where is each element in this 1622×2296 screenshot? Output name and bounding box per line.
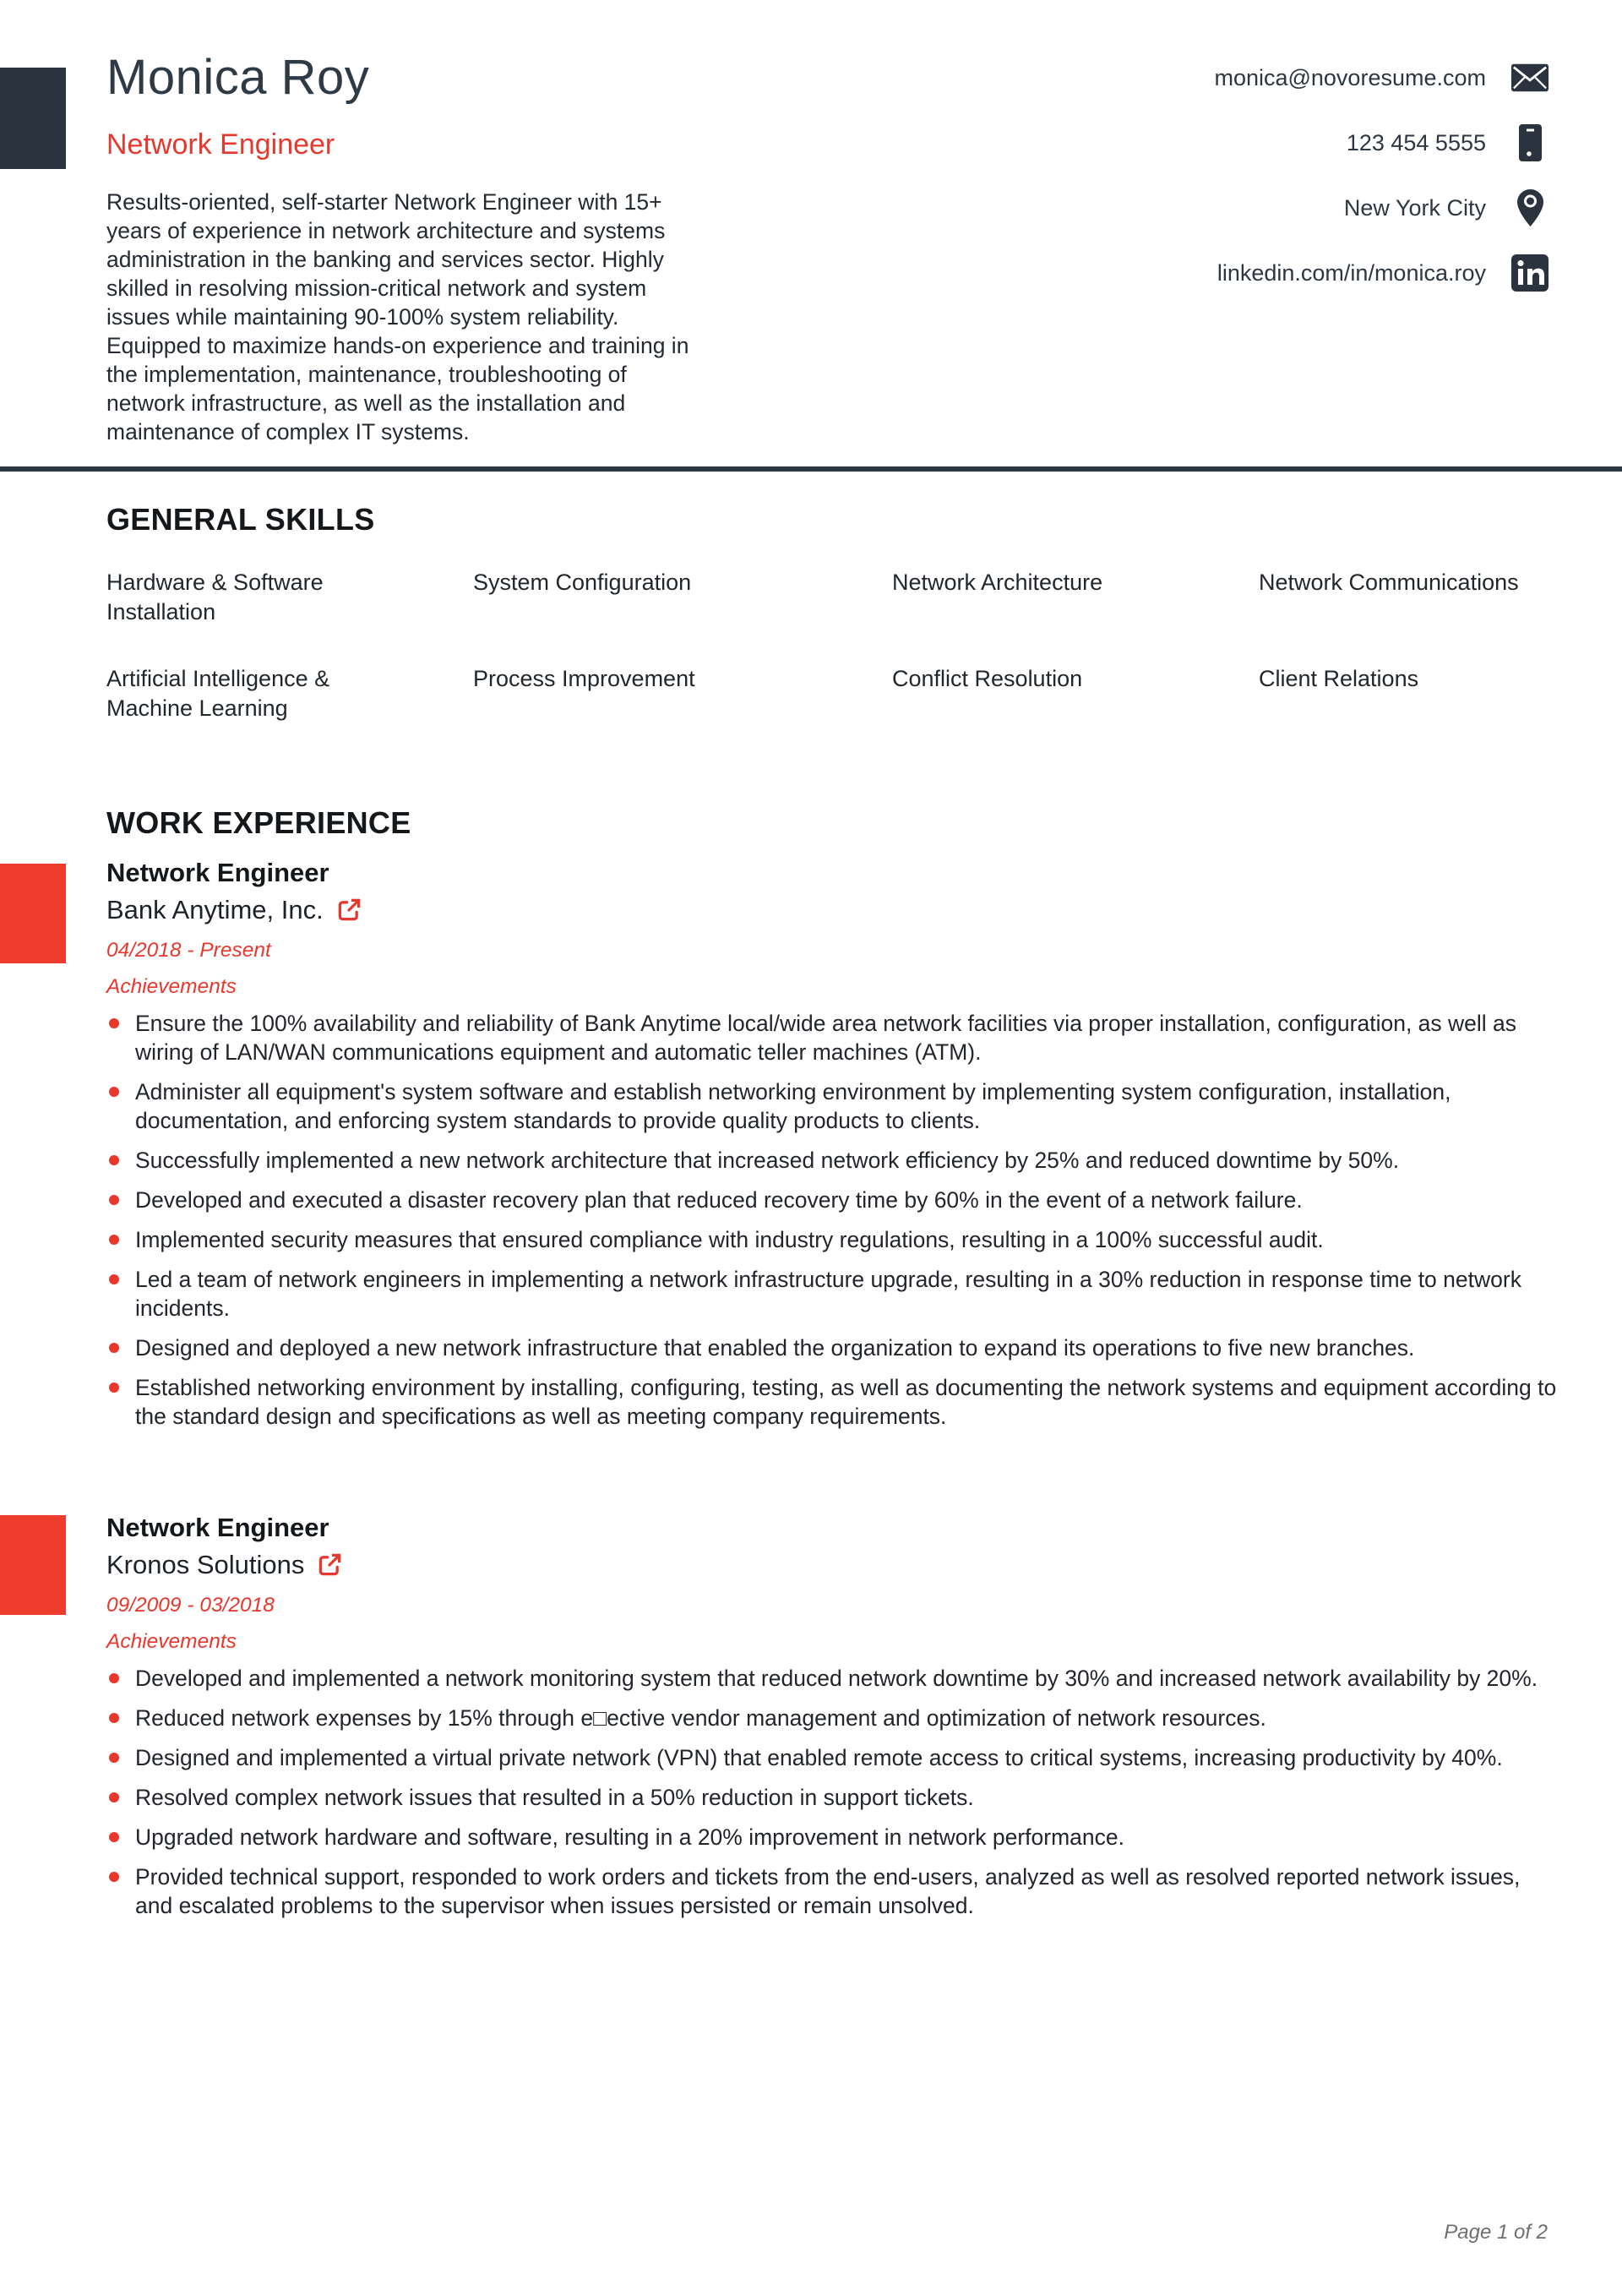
location-icon bbox=[1511, 189, 1549, 226]
achievement-list bbox=[106, 1009, 1563, 1431]
skills-heading: GENERAL SKILLS bbox=[106, 502, 375, 537]
bullet-dot-icon bbox=[109, 1832, 119, 1842]
bullet-dot-icon bbox=[109, 1195, 119, 1205]
skill-item: Artificial Intelligence & Machine Learning bbox=[106, 666, 330, 721]
header-divider bbox=[0, 466, 1622, 472]
bullet-dot-icon bbox=[109, 1343, 119, 1353]
skill-item: Hardware & Software Installation bbox=[106, 570, 324, 624]
achievement-list bbox=[106, 1664, 1563, 1920]
bullet-dot-icon bbox=[109, 1792, 119, 1802]
bullet-dot-icon bbox=[109, 1274, 119, 1284]
bullet-dot-icon bbox=[109, 1673, 119, 1683]
achievements-label: Achievements bbox=[106, 1630, 237, 1653]
achievement-item: Upgraded network hardware and software, resulting in a 20% improvement in network performance. bbox=[106, 1823, 1563, 1852]
job-title: Network Engineer bbox=[106, 858, 329, 887]
skill-item: System Configuration bbox=[473, 570, 692, 595]
achievement-item: Developed and executed a disaster recovery plan that reduced recovery time by 60% in the event of a network failure. bbox=[106, 1186, 1563, 1214]
person-name: Monica Roy bbox=[106, 50, 370, 105]
external-link-icon[interactable] bbox=[337, 897, 362, 922]
contact-linkedin-value: linkedin.com/in/monica.roy bbox=[1216, 259, 1486, 286]
bullet-dot-icon bbox=[109, 1713, 119, 1723]
skill-item: Process Improvement bbox=[473, 666, 695, 691]
contact-location-value: New York City bbox=[1343, 194, 1486, 221]
skills-grid bbox=[106, 568, 1549, 723]
email-icon bbox=[1511, 63, 1549, 92]
achievement-item: Ensure the 100% availability and reliability of Bank Anytime local/wide area network facilities via proper installation, configuration, as well as wiring of LAN/WAN communications equipment and automatic teller machines (ATM). bbox=[106, 1009, 1563, 1066]
achievement-item: Administer all equipment's system software and establish networking environment by implementing system configuration, installation, documentation, and enforcing system standards to provide quality products to clients. bbox=[106, 1077, 1563, 1135]
achievements-label: Achievements bbox=[106, 975, 237, 998]
bullet-dot-icon bbox=[109, 1753, 119, 1763]
bullet-dot-icon bbox=[109, 1018, 119, 1028]
skill-item: Conflict Resolution bbox=[892, 666, 1083, 691]
job-company-name: Bank Anytime, Inc. bbox=[106, 895, 324, 924]
page-number: Page 1 of 2 bbox=[1444, 2221, 1548, 2244]
bullet-dot-icon bbox=[109, 1235, 119, 1245]
bullet-dot-icon bbox=[109, 1155, 119, 1165]
achievement-item: Successfully implemented a new network architecture that increased network efficiency by 25% and reduced downtime by 50%. bbox=[106, 1146, 1563, 1175]
skill-item: Network Architecture bbox=[892, 570, 1103, 595]
person-job-title: Network Engineer bbox=[106, 128, 335, 161]
job-entry-bank-anytime bbox=[106, 857, 1563, 1442]
header-accent-block bbox=[0, 68, 66, 169]
achievement-item: Implemented security measures that ensured compliance with industry regulations, resulting in a 100% successful audit. bbox=[106, 1225, 1563, 1254]
summary-text: Results-oriented, self-starter Network Engineer with 15+ years of experience in network architecture and systems administration in the banking and services sector. Highly skilled in resolving mission-critical network and system issues while maintaining 90-100% system reliability. Equipped to maximize hands-on experience and training in the implementation, maintenance, troubleshooting of network infrastructure, as well as the installation and maintenance of complex IT systems. bbox=[106, 189, 689, 444]
bullet-dot-icon bbox=[109, 1383, 119, 1393]
achievement-item: Designed and implemented a virtual private network (VPN) that enabled remote access to critical systems, increasing productivity by 40%. bbox=[106, 1743, 1563, 1772]
job-company-name: Kronos Solutions bbox=[106, 1550, 305, 1579]
job2-accent-block bbox=[0, 1515, 66, 1615]
achievement-item: Developed and implemented a network monitoring system that reduced network downtime by 30% and increased network availability by 20%. bbox=[106, 1664, 1563, 1693]
achievement-item: Designed and deployed a new network infrastructure that enabled the organization to expand its operations to five new branches. bbox=[106, 1333, 1563, 1362]
contact-linkedin[interactable] bbox=[1217, 254, 1549, 292]
achievement-item: Resolved complex network issues that resulted in a 50% reduction in support tickets. bbox=[106, 1783, 1563, 1812]
external-link-icon[interactable] bbox=[318, 1552, 342, 1577]
job1-accent-block bbox=[0, 864, 66, 963]
achievement-item: Reduced network expenses by 15% through e□ective vendor management and optimization of network resources. bbox=[106, 1704, 1563, 1732]
achievement-item: Led a team of network engineers in implementing a network infrastructure upgrade, resulting in a 30% reduction in response time to network incidents. bbox=[106, 1265, 1563, 1323]
job-entry-kronos-solutions bbox=[106, 1512, 1563, 1931]
bullet-dot-icon bbox=[109, 1087, 119, 1097]
job-dates: 09/2009 - 03/2018 bbox=[106, 1594, 275, 1617]
linkedin-icon bbox=[1511, 254, 1549, 292]
contact-phone-value: 123 454 5555 bbox=[1346, 129, 1486, 155]
contact-phone bbox=[1347, 124, 1549, 161]
achievement-item: Established networking environment by installing, configuring, testing, as well as documenting the network systems and equipment according to the standard design and specifications as well as meeting company requirements. bbox=[106, 1373, 1563, 1431]
contact-location bbox=[1344, 189, 1549, 226]
contact-email[interactable] bbox=[1214, 59, 1549, 96]
job-dates: 04/2018 - Present bbox=[106, 939, 271, 962]
contact-list bbox=[1214, 59, 1549, 292]
job-title: Network Engineer bbox=[106, 1513, 329, 1542]
skill-item: Network Communications bbox=[1259, 570, 1519, 595]
bullet-dot-icon bbox=[109, 1872, 119, 1882]
phone-icon bbox=[1511, 124, 1549, 161]
contact-email-value: monica@novoresume.com bbox=[1214, 64, 1486, 90]
experience-heading: WORK EXPERIENCE bbox=[106, 805, 411, 840]
achievement-item: Provided technical support, responded to work orders and tickets from the end-users, analyzed as well as resolved reported network issues, and escalated problems to the supervisor when issues persisted or remain unsolved. bbox=[106, 1862, 1563, 1920]
skill-item: Client Relations bbox=[1259, 666, 1419, 691]
